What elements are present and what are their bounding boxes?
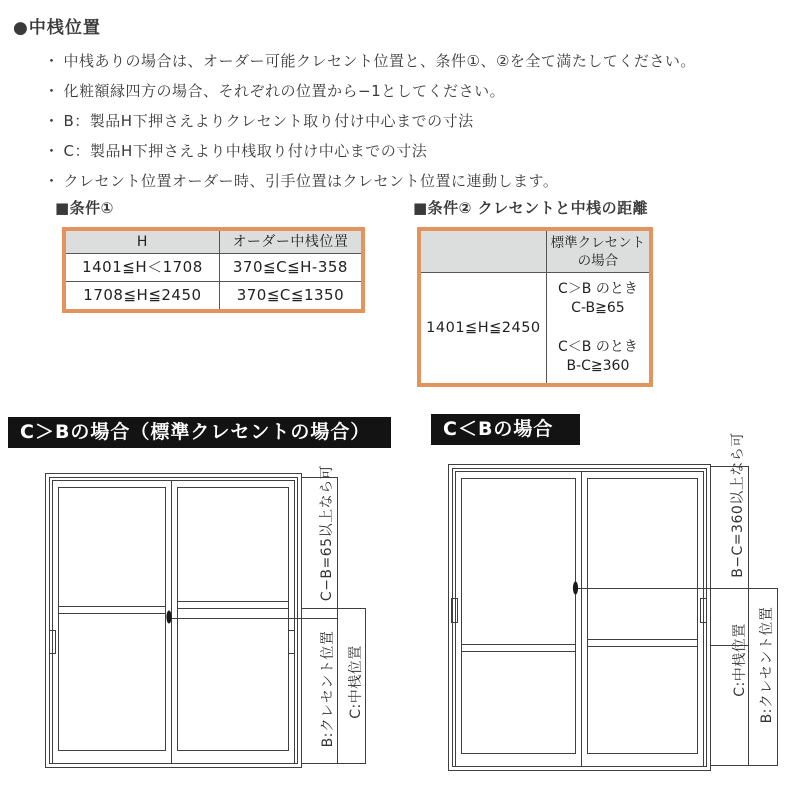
table-header-cell: オーダー中桟位置 — [219, 231, 361, 253]
dimension-lines-c-lt-b — [578, 467, 778, 766]
note-bullet: ・ — [44, 142, 60, 160]
window-diagrams — [0, 410, 800, 800]
window-c-gt-b — [46, 474, 302, 768]
note-line — [44, 50, 784, 74]
table-header-row — [421, 231, 649, 272]
crescent-lock-icon — [573, 582, 578, 595]
table-cell: 370≦C≦1350 — [219, 282, 361, 309]
note-bullet: ・ — [44, 52, 60, 70]
case-rule: B-C≧360 — [566, 358, 630, 374]
diagram-title-c-gt-b: C＞Bの場合（標準クレセントの場合） — [8, 417, 391, 448]
note-text: C：製品H下押さえより中桟取り付け中心までの寸法 — [63, 142, 428, 160]
gap-dimension-label: B−C=360以上なら可 — [729, 432, 746, 578]
rail-position-label: C:中桟位置 — [731, 623, 748, 697]
crescent-position-label: B:クレセント位置 — [319, 630, 336, 748]
dimension-lines-c-gt-b — [172, 478, 366, 764]
pull-handle-icon — [289, 631, 295, 654]
note-line — [44, 170, 784, 194]
crescent-position-label: B:クレセント位置 — [758, 606, 775, 724]
sash-panel — [53, 481, 172, 764]
window-frame — [449, 465, 711, 771]
note-text: 化粧額縁四方の場合、それぞれの位置から−1としてください。 — [63, 82, 506, 100]
table-cell: 1708≦H≦2450 — [83, 286, 202, 304]
table-header-cell — [421, 231, 546, 272]
note-text: B：製品H下押さえよりクレセント取り付け中心までの寸法 — [63, 112, 474, 130]
note-text: 中桟ありの場合は、オーダー可能クレセント位置と、条件①、②を全て満たしてください。 — [63, 52, 696, 70]
sash-panel — [582, 472, 704, 767]
header-line: の場合 — [577, 252, 619, 269]
sash-panel — [456, 472, 582, 767]
rail-position-label: C:中桟位置 — [347, 645, 364, 719]
note-bullet: ・ — [44, 112, 60, 130]
table-header-cell: H — [136, 234, 148, 250]
sash-glass — [59, 488, 166, 751]
table-row — [421, 272, 649, 383]
table-cell — [546, 273, 649, 383]
table-cell: 1401≦H＜1708 — [82, 258, 203, 276]
condition1-table — [62, 227, 365, 313]
sash-glass — [588, 479, 698, 754]
note-bullet: ・ — [44, 82, 60, 100]
crescent-lock-icon — [166, 611, 171, 624]
note-line — [44, 80, 784, 104]
window-frame-inner — [453, 469, 707, 767]
section-heading: ●中桟位置 — [13, 18, 101, 38]
note-text: クレセント位置オーダー時、引手位置はクレセント位置に連動します。 — [63, 172, 559, 190]
table-row — [66, 253, 361, 281]
case-condition: C＜B のとき — [558, 339, 638, 355]
table-header-row — [66, 231, 361, 253]
condition2-table — [417, 227, 653, 387]
table-row — [66, 281, 361, 309]
table-header-cell — [546, 231, 649, 272]
condition2-title: ■条件② クレセントと中桟の距離 — [413, 199, 649, 217]
condition1-title: ■条件① — [55, 199, 114, 217]
table-cell: 370≦C≦H-358 — [219, 254, 361, 281]
header-line: 標準クレセント — [550, 234, 646, 251]
note-line — [44, 110, 784, 134]
window-c-lt-b — [449, 465, 711, 771]
note-bullet: ・ — [44, 172, 60, 190]
sash-glass — [462, 479, 576, 754]
gap-dimension-label: C−B=65以上なら可 — [318, 464, 335, 602]
case-condition: C＞B のとき — [558, 281, 638, 297]
window-frame-inner — [50, 478, 298, 764]
window-frame — [46, 474, 302, 768]
note-line — [44, 140, 784, 164]
table-cell: 1401≦H≦2450 — [426, 320, 541, 336]
case-rule: C-B≧65 — [571, 300, 625, 316]
diagram-title-c-lt-b: C＜Bの場合 — [431, 414, 580, 445]
sash-panel — [172, 481, 295, 764]
